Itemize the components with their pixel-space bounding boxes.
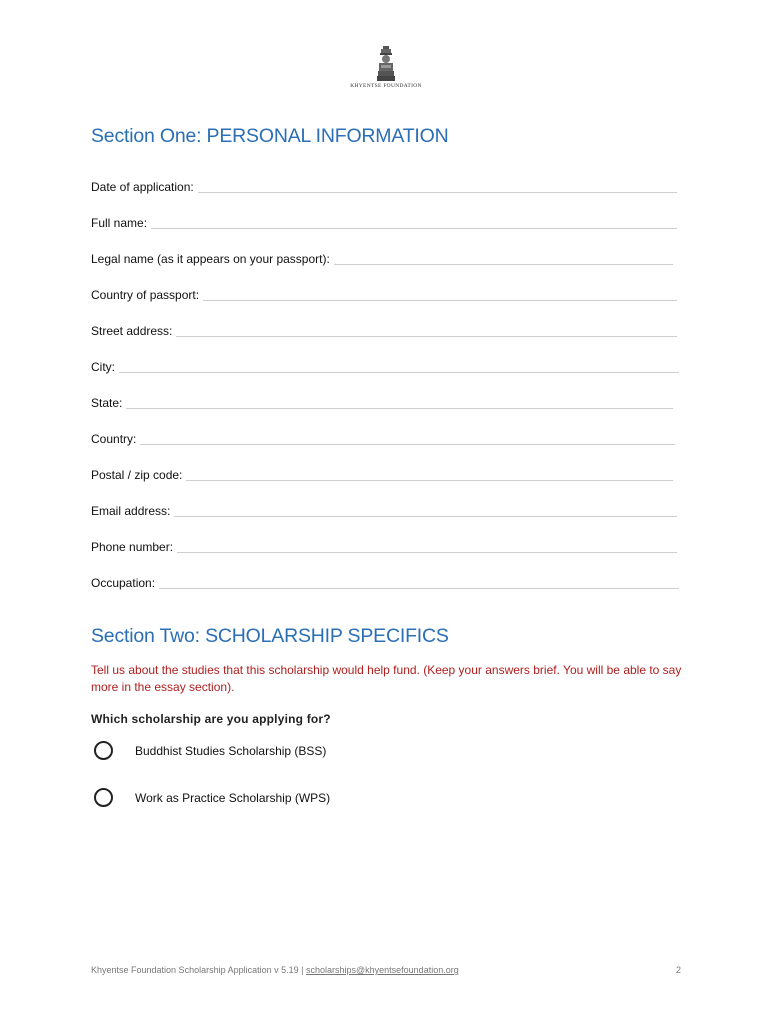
field-label: Date of application: bbox=[91, 180, 194, 194]
legal-name-field bbox=[91, 248, 673, 266]
field-label: City: bbox=[91, 360, 115, 374]
country-input[interactable] bbox=[140, 444, 675, 445]
full-name-input[interactable] bbox=[151, 228, 677, 229]
option-label: Work as Practice Scholarship (WPS) bbox=[135, 790, 331, 805]
logo-text: KHYENTSE FOUNDATION bbox=[350, 83, 422, 89]
page-number: 2 bbox=[675, 965, 681, 975]
legal-name-input[interactable] bbox=[334, 264, 673, 265]
footer-email-link[interactable]: scholarships@khyentsefoundation.org bbox=[305, 965, 459, 975]
option-bss[interactable] bbox=[94, 741, 326, 760]
section-two-intro: Tell us about the studies that this scholarship would help fund. (Keep your answers brief. You will be able to say more in the essay section). bbox=[91, 663, 682, 694]
footer-text-group bbox=[91, 965, 459, 975]
occupation-input[interactable] bbox=[159, 588, 679, 589]
scholarship-question: Which scholarship are you applying for? bbox=[91, 712, 331, 726]
phone-number-input[interactable] bbox=[177, 552, 677, 553]
field-label: Country of passport: bbox=[91, 288, 200, 302]
statue-icon bbox=[376, 46, 396, 82]
field-label: Occupation: bbox=[91, 576, 156, 590]
option-wps[interactable] bbox=[94, 788, 330, 807]
page-footer bbox=[91, 965, 681, 975]
field-label: Legal name (as it appears on your passport): bbox=[91, 252, 330, 266]
section-two-title: Section Two: SCHOLARSHIP SPECIFICS bbox=[91, 625, 449, 647]
state-field bbox=[91, 392, 673, 410]
field-label: Country: bbox=[91, 432, 137, 446]
field-label: Postal / zip code: bbox=[91, 468, 183, 482]
postal-code-input[interactable] bbox=[186, 480, 673, 481]
field-label: Street address: bbox=[91, 324, 173, 338]
date-of-application-input[interactable] bbox=[198, 192, 677, 193]
postal-code-field bbox=[91, 464, 673, 482]
foundation-logo bbox=[345, 46, 427, 89]
city-field bbox=[91, 356, 679, 374]
street-address-field bbox=[91, 320, 677, 338]
section-one-title: Section One: PERSONAL INFORMATION bbox=[91, 125, 449, 147]
occupation-field bbox=[91, 572, 679, 590]
field-label: Phone number: bbox=[91, 540, 174, 554]
phone-number-field bbox=[91, 536, 677, 554]
field-label: Email address: bbox=[91, 504, 171, 518]
radio-button[interactable] bbox=[94, 788, 113, 807]
field-label: Full name: bbox=[91, 216, 148, 230]
field-label: State: bbox=[91, 396, 123, 410]
footer-text: Khyentse Foundation Scholarship Application v 5.19 | bbox=[91, 965, 306, 975]
radio-button[interactable] bbox=[94, 741, 113, 760]
email-address-input[interactable] bbox=[174, 516, 677, 517]
street-address-input[interactable] bbox=[176, 336, 677, 337]
full-name-field bbox=[91, 212, 677, 230]
country-of-passport-field bbox=[91, 284, 677, 302]
date-of-application-field bbox=[91, 176, 677, 194]
state-input[interactable] bbox=[126, 408, 673, 409]
country-field bbox=[91, 428, 675, 446]
option-label: Buddhist Studies Scholarship (BSS) bbox=[135, 743, 327, 758]
country-of-passport-input[interactable] bbox=[203, 300, 677, 301]
email-address-field bbox=[91, 500, 677, 518]
city-input[interactable] bbox=[119, 372, 679, 373]
